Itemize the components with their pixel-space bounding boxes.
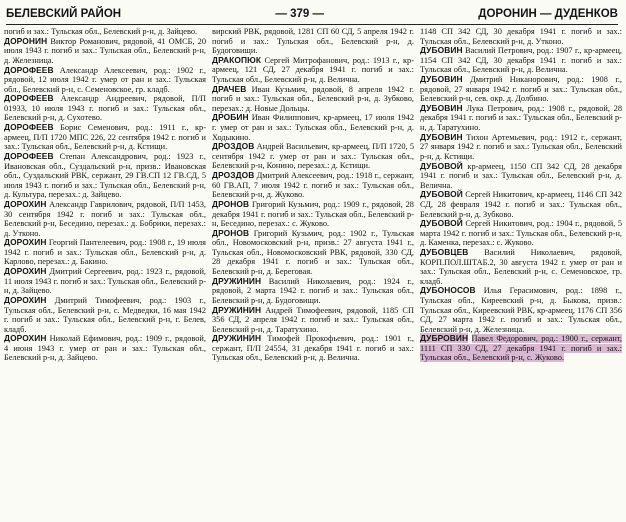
register-entry — [4, 94, 206, 123]
entry-text: кр-армеец, 1150 СП 342 СД, 28 декабря 1941 г. погиб и зах.: Тульская обл., Белевский р-н, д. Велична. — [420, 161, 622, 190]
entry-surname: ДРУЖИНИН — [212, 304, 262, 315]
entry-text: Иван Кузьмич, рядовой, 8 апреля 1942 г. погиб и зах.: Тульская обл., Белевский р-н, д. Зубково, перезах.: д. Новые Дольцы. — [212, 84, 414, 113]
column-3 — [420, 27, 622, 520]
register-entry — [212, 142, 414, 171]
entry-surname: ДУБРОВИН — [420, 333, 469, 344]
register-entry — [212, 56, 414, 85]
entry-text: погиб и зах.: Тульская обл., Белевский р-н, д. Зайцево. — [4, 27, 198, 36]
register-entry — [4, 37, 206, 66]
entry-surname: ДУБОВОЙ — [420, 160, 463, 171]
entry-surname: ДУБОВОЙ — [420, 189, 463, 200]
entry-text: Тимофей Прокофьевич, род.: 1901 г., сержант, П/П 24554, 31 декабря 1941 г. погиб и зах.: Тульская обл., Белевский р-н, д. Велична. — [212, 334, 414, 363]
register-entry — [212, 113, 414, 142]
entry-text: Лука Петрович, род.: 1908 г., рядовой, 28 декабря 1941 г. погиб и зах.: Тульская обл., Белевский р-н, д. Таратухино. — [420, 103, 622, 133]
entry-surname: ДРУЖИНИН — [212, 275, 262, 286]
register-entry — [420, 27, 622, 46]
entry-surname: ДРАЧЕВ — [212, 83, 247, 94]
entry-text: Борис Семенович, род.: 1911 г., кр-армеец, П/П 1720 МПС 226, 22 сентября 1942 г. погиб и зах.: Тульская обл., Белевский р-н, д. Кстищи. — [4, 123, 206, 152]
entry-surname: ДУБОНОСОВ — [420, 285, 476, 296]
entry-surname: ДРОЗДОВ — [212, 141, 255, 152]
running-head-right: ДОРОНИН — ДУДЕНКОВ — [478, 8, 618, 20]
entry-text: Георгий Пантелеевич, род.: 1908 г., 19 июля 1942 г. погиб и зах.: Тульская обл., Белевский р-н, д. Карлово, перезах.: д. Бакино. — [4, 238, 206, 267]
entry-surname: ДУБОВОЙ — [420, 218, 463, 229]
register-entry — [420, 286, 622, 334]
entry-text: вирский РВК, рядовой, 1281 СП 60 СД, 5 апреля 1942 г. погиб и зах.: Тульская обл., Белевский р-н, д. Будоговищи. — [212, 27, 414, 56]
register-entry — [4, 267, 206, 296]
entry-text: Виктор Романович, рядовой, 41 ОМСБ, 20 июля 1943 г. погиб и зах.: Тульская обл., Белевский р-н, д. Железница. — [4, 36, 206, 65]
entry-text: Дмитрий Алексеевич, род.: 1918 г., сержант, 60 ГВ.АП, 7 июля 1942 г. погиб и зах.: Тульская обл., Белевский р-н, д. Жуково. — [212, 171, 414, 200]
page-header — [6, 4, 618, 25]
entry-surname: ДОРОХИН — [4, 237, 47, 248]
entry-surname: ДРАКОПЮК — [212, 54, 262, 65]
register-entry — [420, 190, 622, 219]
entry-surname: ДОРОНИН — [4, 35, 48, 46]
entry-surname: ДОРОХИН — [4, 333, 47, 344]
register-entry — [420, 75, 622, 104]
register-entry — [4, 200, 206, 238]
entry-text: Тихон Артемьевич, род.: 1912 г., сержант, 27 января 1942 г. погиб и зах.: Тульская обл., Белевский р-н, д. Кстищи. — [420, 132, 622, 161]
entry-surname: ДУБОВИН — [420, 74, 463, 85]
entry-text: Илья Герасимович, род.: 1898 г., Тульская обл., Киреевский р-н, д. Быкова, призв.: Тульская обл., Киреевский РВК, кр-армеец, 1176 СП 356 СД, 27 марта 1942 г. погиб и зах.: Тульская обл., Белевский р-н, д. Железница. — [420, 286, 622, 334]
register-entry — [212, 229, 414, 277]
entry-text: Александр Алексеевич, род.: 1902 г., рядовой, 12 июля 1942 г. умер от ран и зах.: Тульская обл., Белевский р-н, с. Семеновское, гр. кладб. — [4, 65, 206, 94]
register-entry — [212, 27, 414, 56]
entry-surname: ДРОБИН — [212, 112, 249, 123]
entry-surname: ДРУЖИНИН — [212, 333, 262, 344]
entry-surname: ДОРОФЕЕВ — [4, 151, 54, 162]
register-entry — [420, 162, 622, 191]
entry-surname: ДРОНОВ — [212, 227, 250, 238]
register-entry — [4, 334, 206, 363]
register-entry — [420, 104, 622, 133]
entry-surname: ДУБОВИН — [420, 131, 463, 142]
entry-surname: ДРОНОВ — [212, 198, 250, 209]
column-2 — [212, 27, 414, 520]
entry-surname: ДОРОХИН — [4, 295, 47, 305]
register-entry — [4, 296, 206, 334]
entry-text: Николай Ефимович, род.: 1909 г., рядовой, 4 июня 1943 г. умер от ран и зах.: Тульская обл., Белевский р-н, д. Зайцево. — [4, 334, 206, 363]
register-entry — [420, 46, 622, 75]
register-entry — [212, 171, 414, 200]
entry-text: Иван Филиппович, кр-армеец, 17 июля 1942 г. умер от ран и зах.: Тульская обл., Белевский р-н, д. Ходыкино. — [212, 113, 414, 142]
register-entry — [4, 152, 206, 200]
register-entry — [420, 133, 622, 162]
register-entry — [212, 277, 414, 306]
entry-surname: ДОРОХИН — [4, 198, 47, 209]
entry-text: Степан Александрович, род.: 1923 г., Ивановская обл., Суздальский р-н, призв.: Ивановская обл., Суздальский РВК, сержант, 29 ГВ.СП 12 ГВ.СД, 5 июля 1943 г. погиб и зах.: Тульская обл., Белевский р-н, д. Культура, перезах.: д. Зайцево. — [4, 152, 206, 200]
running-head-left: БЕЛЕВСКИЙ РАЙОН — [6, 8, 122, 20]
entry-text: Павел Федорович, род.: 1900 г., сержант, 1111 СП 330 СД, 27 декабря 1941 г. погиб и зах.: Тульская обл., Белевский р-н, с. Жуково. — [420, 334, 622, 363]
column-1 — [4, 27, 206, 520]
entry-surname: ДУБОВИН — [420, 45, 463, 56]
register-entry — [212, 85, 414, 114]
register-entry — [420, 219, 622, 248]
register-entry — [420, 248, 622, 286]
entry-surname: ДОРОФЕЕВ — [4, 122, 54, 133]
register-entry — [420, 334, 622, 363]
register-entry — [212, 334, 414, 363]
entry-text: Сергей Митрофанович, род.: 1913 г., кр-армеец, 121 СД, 27 декабря 1941 г. погиб и зах.: Тульская обл., Белевский р-н, д. Велична. — [212, 55, 414, 84]
text-columns — [4, 27, 622, 520]
page-number: — 379 — — [275, 8, 324, 20]
entry-text: Андрей Тимофеевич, рядовой, 1185 СП 356 СД, 2 апреля 1942 г. погиб и зах.: Тульская обл., Белевский р-н, д. Таратухино. — [212, 305, 414, 334]
register-entry — [4, 66, 206, 95]
entry-text: Сергей Никитович, кр-армеец, 1146 СП 342 СД, 28 февраля 1942 г. погиб и зах.: Тульская обл., Белевский р-н, д. Зубково. — [420, 190, 622, 219]
entry-surname: ДОРОФЕЕВ — [4, 93, 54, 104]
entry-text: Василий Николаевич, род.: 1924 г., рядовой, 2 марта 1942 г. погиб и зах.: Тульская обл., Белевский р-н, д. Будоговищи. — [212, 276, 414, 305]
entry-text: 1148 СП 342 СД, 30 декабря 1941 г. погиб и зах.: Тульская обл., Белевский р-н, д. Утконо. — [420, 27, 622, 46]
entry-surname: ДУБОВЦЕВ — [420, 247, 469, 258]
register-entry — [212, 200, 414, 229]
entry-text: Григорий Кузьмич, род.: 1902 г., Тульская обл., Новомосковский р-н, призв.: 27 августа 1941 г., Тульская обл., Новомосковский РВК, рядовой, 330 СД, 28 декабря 1941 г. погиб и зах.: Тульская обл., Белевский р-н, д. Береговая. — [212, 228, 414, 276]
entry-text: Дмитрий Никанорович, род.: 1908 г., рядовой, 27 января 1942 г. погиб и зах.: Тульская обл., Белевский р-н, сев. окр. д. Долбино. — [420, 75, 622, 104]
entry-text: Дмитрий Тимофеевич, род.: 1903 г., Тульская обл., Белевский р-н, с. Медведки, 16 мая 1942 г. погиб и зах.: Тульская обл., Белевский р-н, г. Белев, кладб. — [4, 296, 206, 334]
entry-text: Сергей Никитович, род.: 1904 г., рядовой, 5 марта 1942 г. погиб и зах.: Тульская обл., Белевский р-н, д. Каменка, перезах.: с. Жуково. — [420, 219, 622, 248]
entry-surname: ДОРОФЕЕВ — [4, 64, 54, 75]
entry-text: Александр Гаврилович, рядовой, П/П 1453, 30 сентября 1942 г. погиб и зах.: Тульская обл., Белевский р-н, Беседино, перезах.: д. Бобрики, перезах.: д. Утконо. — [4, 199, 206, 238]
register-entry — [4, 123, 206, 152]
entry-surname: ДРОЗДОВ — [212, 170, 255, 181]
entry-text: Григорий Кузьмич, род.: 1909 г., рядовой, 28 декабря 1941 г. погиб и зах.: Тульская обл., Белевский р-н, Беседино, перезах.: с. Жуково. — [212, 199, 414, 229]
entry-text: Андрей Васильевич, кр-армеец, П/П 1720, 5 сентября 1942 г. умер от ран и зах.: Тульская обл., Белевский р-н, Конино, перезах.: д. Кстищи. — [212, 142, 414, 171]
entry-text: Дмитрий Сергеевич, род.: 1923 г., рядовой, 11 июля 1943 г. погиб и зах.: Тульская обл., Белевский р-н, д. Зайцево. — [4, 267, 206, 296]
entry-text: Василий Петрович, род.: 1907 г., кр-армеец, 1154 СП 342 СД, 30 декабря 1941 г. погиб и зах.: Тульская обл., Белевский р-н, д. Велична. — [420, 46, 622, 75]
register-entry — [212, 306, 414, 335]
register-entry — [4, 238, 206, 267]
entry-text: Александр Андреевич, рядовой, П/П 01933, 10 июля 1943 г. погиб и зах.: Тульская обл., Белевский р-н, д. Сухотево. — [4, 94, 206, 123]
entry-text: Василий Николаевич, рядовой, КОРП.ПОЛ.ШТАБ.2, 30 августа 1942 г. умер от ран и зах.: Тульская обл., Белевский р-н, с. Семеновское, гр. кладб. — [420, 248, 622, 286]
entry-surname: ДУБОВИН — [420, 102, 463, 113]
entry-surname: ДОРОХИН — [4, 266, 47, 277]
